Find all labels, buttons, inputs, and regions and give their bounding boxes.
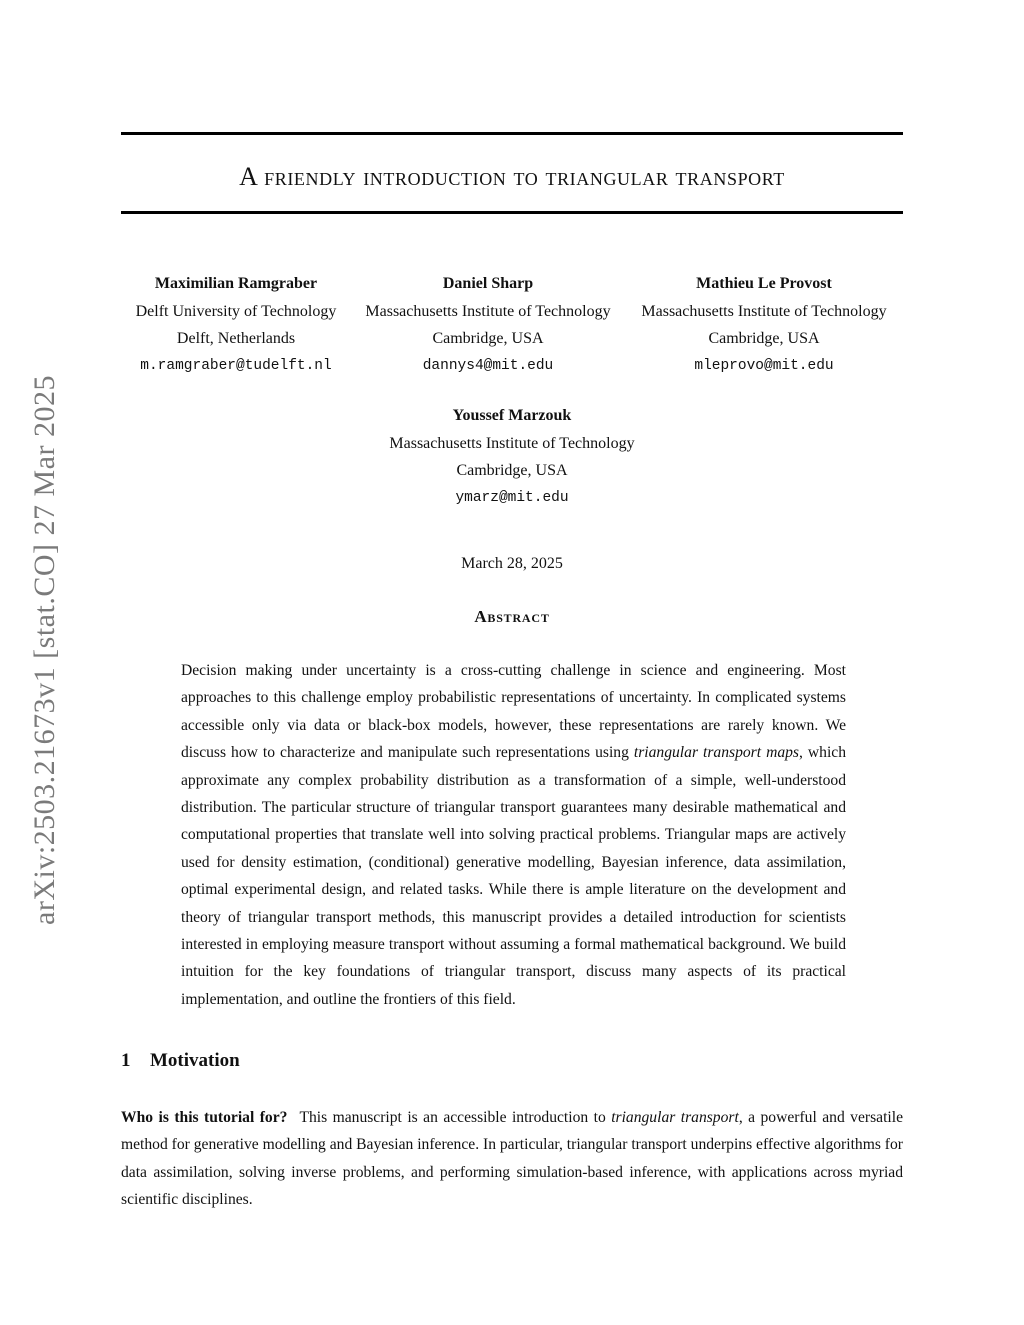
author-email[interactable]: ymarz@mit.edu [455, 489, 569, 506]
publication-date: March 28, 2025 [461, 555, 563, 572]
author-location: Cambridge, USA [456, 462, 568, 479]
paragraph-lead: Who is this tutorial for? [121, 1109, 288, 1126]
title-bottom-rule [121, 211, 903, 214]
author-affiliation: Massachusetts Institute of Technology [389, 434, 635, 452]
author-affiliation: Delft University of Technology [135, 302, 337, 320]
author-block [624, 270, 904, 380]
author-email[interactable]: dannys4@mit.edu [422, 357, 554, 374]
author-location: Delft, Netherlands [176, 330, 296, 347]
title-top-rule [121, 132, 903, 135]
paragraph-emphasis: triangular transport [611, 1109, 739, 1126]
author-name: Youssef Marzouk [452, 407, 572, 424]
author-block [372, 402, 652, 512]
abstract-heading: Abstract [474, 607, 550, 626]
author-location: Cambridge, USA [708, 330, 820, 347]
author-location: Cambridge, USA [432, 330, 544, 347]
section-heading [121, 1050, 240, 1072]
section-paragraph [121, 1104, 903, 1214]
author-email[interactable]: m.ramgraber@tudelft.nl [140, 357, 332, 374]
paragraph-text-part: , a powerful and versatile method for generative modelling and Bayesian inference. In particular, triangular transport underpins effective algorithms for data assimilation, solving inverse problems, and performing simulation-based inference, with applications across myriad scientific disciplines. [121, 1109, 904, 1209]
author-email[interactable]: mleprovo@mit.edu [694, 357, 834, 374]
author-affiliation: Massachusetts Institute of Technology [641, 302, 887, 320]
author-affiliation: Massachusetts Institute of Technology [365, 302, 611, 320]
abstract-text-part: Decision making under uncertainty is a cross-cutting challenge in science and engineering. Most approaches to this challenge employ probabilistic representations of uncertainty. In complicated systems accessible only via data or black-box models, however, these representations are rarely known. We discuss how to characterize and manipulate such representations using [181, 662, 846, 762]
paragraph-text-part: This manuscript is an accessible introduction to [299, 1109, 612, 1126]
section-title: Motivation [150, 1050, 240, 1071]
abstract-text-part: , which approximate any complex probability distribution as a transformation of a simple, well-understood distribution. The particular structure of triangular transport guarantees many desirable mathematical and computational properties that translate well into solving practical problems. Triangular maps are actively used for density estimation, (conditional) generative modelling, Bayesian inference, data assimilation, optimal experimental design, and related tasks. While there is ample literature on the development and theory of triangular transport methods, this manuscript provides a detailed introduction for scientists interested in employing measure transport without assuming a formal mathematical background. We build intuition for the key foundations of triangular transport, discuss many aspects of its practical implementation, and outline the frontiers of this field. [181, 744, 847, 1008]
abstract-emphasis: triangular transport maps [633, 744, 799, 762]
author-block [96, 270, 376, 380]
author-block [348, 270, 628, 380]
section-number: 1 [121, 1050, 131, 1071]
author-name: Mathieu Le Provost [696, 275, 832, 292]
abstract-text [181, 657, 846, 1013]
arxiv-identifier-stamp: arXiv:2503.21673v1 [stat.CO] 27 Mar 2025 [28, 375, 61, 925]
paper-title: A friendly introduction to triangular transport [239, 162, 785, 191]
author-name: Daniel Sharp [442, 275, 534, 292]
author-name: Maximilian Ramgraber [154, 275, 318, 292]
